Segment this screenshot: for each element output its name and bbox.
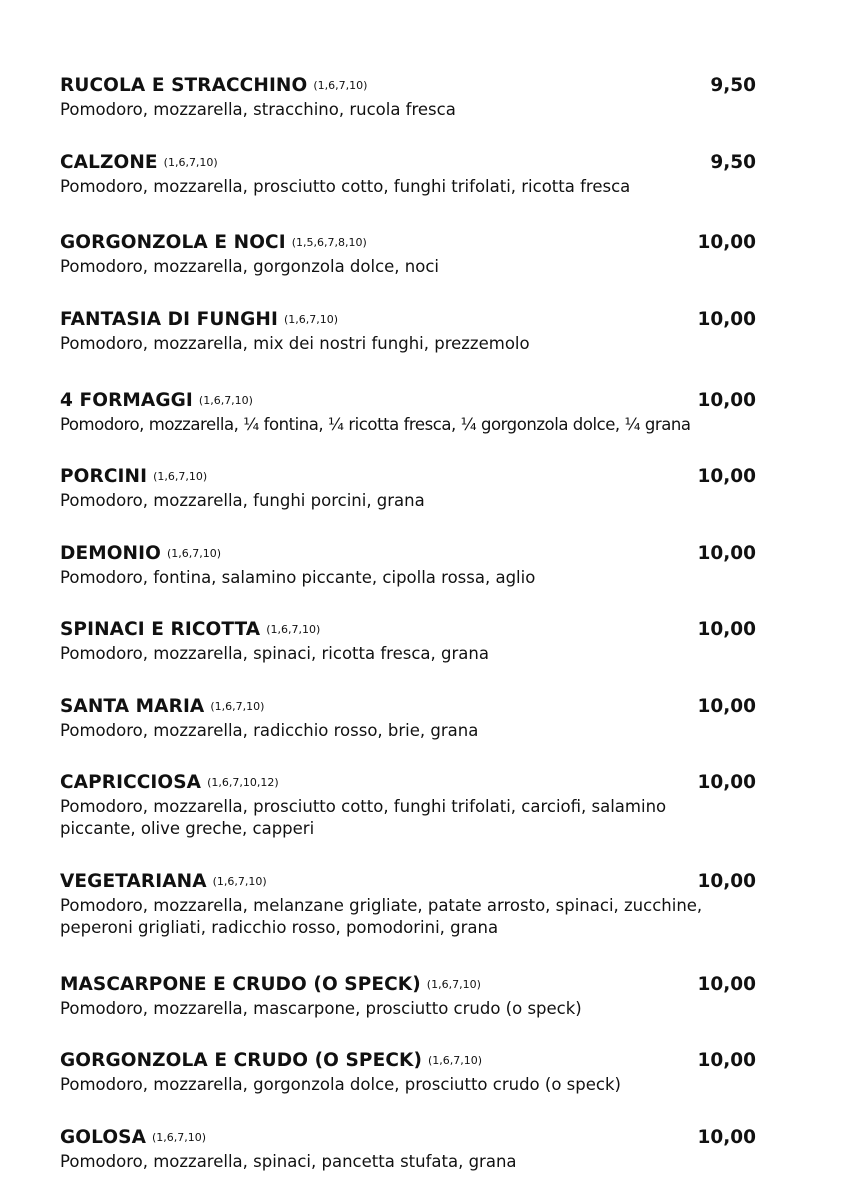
item-allergens: (1,6,7,10) — [198, 394, 253, 407]
item-allergens: (1,6,7,10,12) — [207, 776, 279, 789]
item-price: 10,00 — [697, 543, 756, 564]
menu-item-header — [60, 73, 760, 99]
item-price: 10,00 — [697, 974, 756, 995]
menu-item — [60, 617, 760, 665]
item-allergens: (1,6,7,10) — [313, 79, 368, 92]
item-allergens: (1,6,7,10) — [426, 978, 481, 991]
item-price: 9,50 — [710, 152, 756, 173]
item-name: PORCINI — [60, 466, 148, 487]
item-price: 10,00 — [697, 1127, 756, 1148]
menu-item-header — [60, 307, 760, 333]
item-description: Pomodoro, mozzarella, mix dei nostri funghi, prezzemolo — [60, 334, 530, 353]
item-name: GORGONZOLA E NOCI — [60, 232, 286, 253]
item-allergens: (1,6,7,10) — [266, 623, 321, 636]
item-description: Pomodoro, mozzarella, stracchino, rucola fresca — [60, 100, 456, 119]
item-description: Pomodoro, mozzarella, gorgonzola dolce, prosciutto crudo (o speck) — [60, 1075, 621, 1094]
menu-item-header — [60, 869, 760, 895]
item-name: CAPRICCIOSA — [60, 772, 202, 793]
item-name: 4 FORMAGGI — [60, 390, 193, 411]
item-price: 10,00 — [697, 232, 756, 253]
item-name: RUCOLA E STRACCHINO — [60, 75, 308, 96]
item-description: Pomodoro, mozzarella, ¼ fontina, ¼ ricotta fresca, ¼ gorgonzola dolce, ¼ grana — [60, 415, 691, 434]
menu-item — [60, 694, 760, 742]
item-price: 10,00 — [697, 871, 756, 892]
item-allergens: (1,6,7,10) — [166, 547, 222, 560]
item-description: Pomodoro, mozzarella, melanzane grigliate, patate arrosto, spinaci, zucchine, peperoni grigliati, radicchio rosso, pomodorini, grana — [60, 896, 703, 937]
menu-item-header — [60, 770, 760, 796]
menu-item-header — [60, 694, 760, 720]
menu-item-header — [60, 541, 760, 567]
item-description: Pomodoro, mozzarella, spinaci, pancetta stufata, grana — [60, 1152, 517, 1171]
item-description: Pomodoro, mozzarella, spinaci, ricotta fresca, grana — [60, 644, 489, 663]
menu-item — [60, 869, 760, 939]
menu-item — [60, 770, 760, 840]
item-allergens: (1,6,7,10) — [283, 313, 339, 326]
item-price: 9,50 — [710, 75, 756, 96]
item-price: 10,00 — [697, 1050, 756, 1071]
item-name: GORGONZOLA E CRUDO (O SPECK) — [60, 1050, 422, 1071]
item-price: 10,00 — [697, 619, 756, 640]
menu-item — [60, 230, 760, 278]
menu-item — [60, 1048, 760, 1096]
item-allergens: (1,6,7,10) — [210, 700, 265, 713]
menu-item-header — [60, 1125, 760, 1151]
item-allergens: (1,6,7,10) — [163, 156, 218, 169]
menu-item — [60, 307, 760, 355]
item-price: 10,00 — [697, 309, 756, 330]
item-description: Pomodoro, mozzarella, radicchio rosso, brie, grana — [60, 721, 479, 740]
menu-item-header — [60, 388, 760, 414]
item-description: Pomodoro, mozzarella, gorgonzola dolce, noci — [60, 257, 440, 276]
item-name: FANTASIA DI FUNGHI — [60, 309, 278, 330]
item-name: DEMONIO — [60, 543, 161, 564]
menu-item — [60, 150, 760, 198]
menu-item-header — [60, 230, 760, 256]
item-description: Pomodoro, mozzarella, funghi porcini, grana — [60, 491, 425, 510]
menu-item-header — [60, 617, 760, 643]
menu-item-header — [60, 150, 760, 176]
item-allergens: (1,6,7,10) — [153, 470, 208, 483]
item-allergens: (1,6,7,10) — [428, 1054, 483, 1067]
item-description: Pomodoro, mozzarella, prosciutto cotto, funghi trifolati, ricotta fresca — [60, 177, 631, 196]
menu-item — [60, 541, 760, 589]
item-price: 10,00 — [697, 466, 756, 487]
item-description: Pomodoro, fontina, salamino piccante, cipolla rossa, aglio — [60, 568, 536, 587]
menu-item — [60, 464, 760, 512]
menu-item-header — [60, 972, 760, 998]
item-description: Pomodoro, mozzarella, prosciutto cotto, funghi trifolati, carciofi, salamino piccante, olive greche, capperi — [60, 797, 667, 838]
menu-item-header — [60, 1048, 760, 1074]
menu-item — [60, 972, 760, 1020]
item-price: 10,00 — [697, 772, 756, 793]
item-allergens: (1,5,6,7,8,10) — [291, 236, 367, 249]
item-allergens: (1,6,7,10) — [212, 875, 267, 888]
item-name: CALZONE — [60, 152, 158, 173]
item-name: MASCARPONE E CRUDO (O SPECK) — [60, 974, 421, 995]
item-price: 10,00 — [697, 390, 756, 411]
item-name: GOLOSA — [60, 1127, 147, 1148]
menu-item-header — [60, 464, 760, 490]
item-price: 10,00 — [697, 696, 756, 717]
menu-item — [60, 73, 760, 121]
menu-item — [60, 1125, 760, 1173]
item-name: SPINACI E RICOTTA — [60, 619, 261, 640]
item-name: VEGETARIANA — [60, 871, 207, 892]
menu-item — [60, 388, 760, 436]
item-description: Pomodoro, mozzarella, mascarpone, prosciutto crudo (o speck) — [60, 999, 582, 1018]
item-allergens: (1,6,7,10) — [152, 1131, 207, 1144]
item-name: SANTA MARIA — [60, 696, 205, 717]
